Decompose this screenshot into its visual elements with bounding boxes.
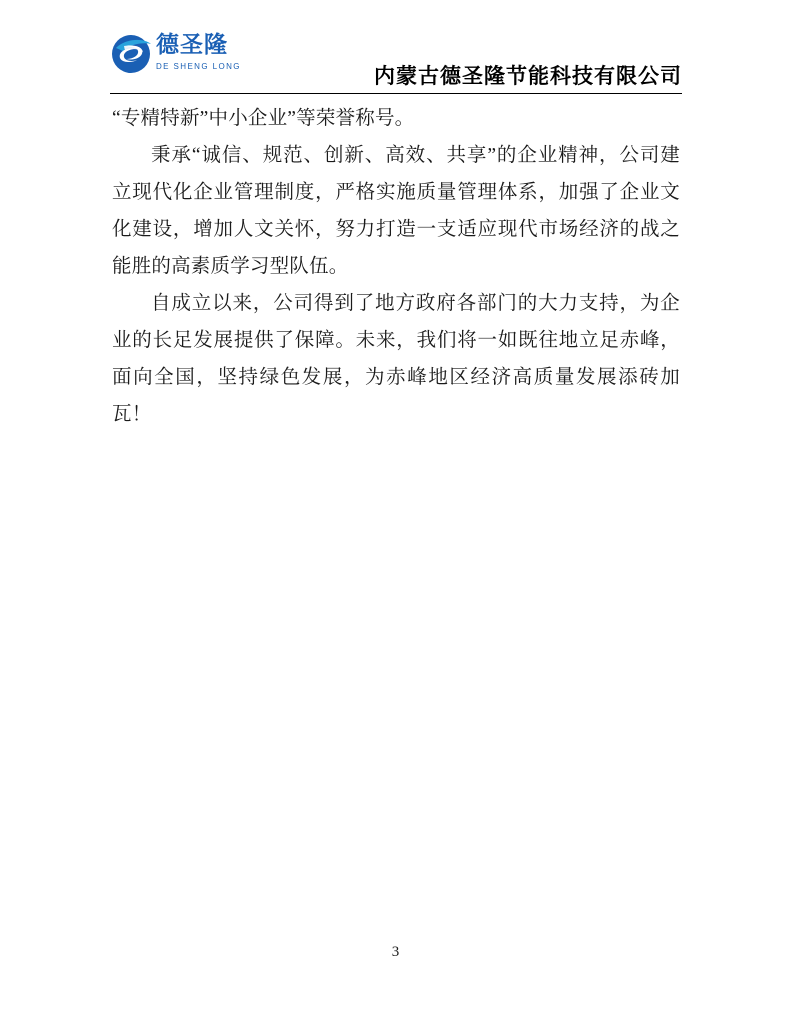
company-title: 内蒙古德圣隆节能科技有限公司 [374, 64, 682, 88]
page-header [110, 30, 682, 92]
header-divider [110, 93, 682, 94]
paragraph-2: 秉承“诚信、规范、创新、高效、共享”的企业精神，公司建立现代化企业管理制度，严格实施质量管理体系，加强了企业文化建设，增加人文关怀，努力打造一支适应现代市场经济的战之能胜的高素质学习型队伍。 [112, 145, 680, 277]
logo-chinese-name: 德圣隆 [156, 32, 228, 57]
paragraph-3: 自成立以来，公司得到了地方政府各部门的大力支持，为企业的长足发展提供了保障。未来，我们将一如既往地立足赤峰，面向全国，坚持绿色发展，为赤峰地区经济高质量发展添砖加瓦！ [112, 293, 680, 425]
swoosh-fish-logo-icon [110, 32, 154, 76]
page-number: 3 [391, 944, 400, 960]
paragraph-1: “专精特新”中小企业”等荣誉称号。 [112, 108, 415, 129]
logo-english-name: DE SHENG LONG [156, 62, 241, 71]
document-body [112, 100, 680, 433]
company-logo [110, 30, 241, 88]
